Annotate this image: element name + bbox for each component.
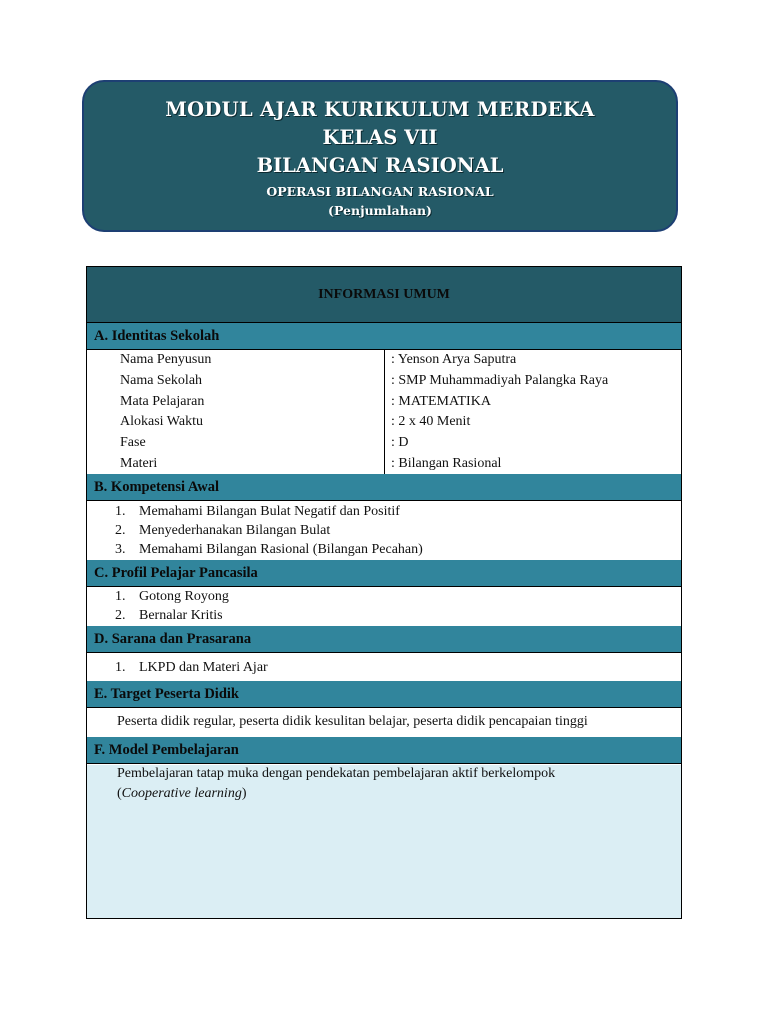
list-text: Gotong Royong <box>139 589 229 604</box>
banner-subtitle-line1: OPERASI BILANGAN RASIONAL <box>266 184 494 199</box>
identity-value: : D <box>391 435 409 450</box>
list-number: 1. <box>115 504 126 519</box>
list-text: Memahami Bilangan Bulat Negatif dan Positif <box>139 504 400 519</box>
banner-title-line3: BILANGAN RASIONAL <box>256 154 504 177</box>
list-item <box>115 502 400 521</box>
list-item <box>115 587 229 606</box>
title-banner <box>82 80 678 232</box>
list-text: LKPD dan Materi Ajar <box>139 660 268 675</box>
list-text: Bernalar Kritis <box>139 608 223 623</box>
model-text-line1: Pembelajaran tatap muka dengan pendekatan pembelajaran aktif berkelompok <box>117 766 556 781</box>
identity-label: Fase <box>120 435 146 450</box>
identity-column-divider <box>384 350 385 474</box>
list-number: 2. <box>115 608 126 623</box>
banner-title-line2: KELAS VII <box>322 126 438 149</box>
identity-value: : MATEMATIKA <box>391 394 491 409</box>
target-text: Peserta didik regular, peserta didik kesulitan belajar, peserta didik pencapaian tinggi <box>117 714 588 729</box>
section-a-header: A. Identitas Sekolah <box>87 323 681 350</box>
info-table <box>86 266 682 919</box>
identity-value: : 2 x 40 Menit <box>391 414 471 429</box>
paren-open: ( <box>117 786 122 801</box>
list-item <box>115 658 268 677</box>
section-b-header: B. Kompetensi Awal <box>87 474 681 501</box>
list-item <box>115 606 223 625</box>
list-text: Menyederhanakan Bilangan Bulat <box>139 523 331 538</box>
identity-label: Mata Pelajaran <box>120 394 205 409</box>
list-number: 1. <box>115 589 126 604</box>
identity-label: Alokasi Waktu <box>120 414 203 429</box>
identity-value: : Yenson Arya Saputra <box>391 352 517 367</box>
paren-close: ) <box>241 786 247 801</box>
banner-subtitle-line2: (Penjumlahan) <box>328 203 432 218</box>
identity-label: Materi <box>120 456 158 471</box>
list-item <box>115 540 423 559</box>
section-c-header: C. Profil Pelajar Pancasila <box>87 560 681 587</box>
list-item <box>115 521 330 540</box>
section-d-header: D. Sarana dan Prasarana <box>87 626 681 653</box>
section-e-header: E. Target Peserta Didik <box>87 681 681 708</box>
list-number: 1. <box>115 660 126 675</box>
identity-label: Nama Sekolah <box>120 373 203 388</box>
section-f-body <box>87 765 681 918</box>
section-f-header: F. Model Pembelajaran <box>87 737 681 764</box>
list-text: Memahami Bilangan Rasional (Bilangan Pecahan) <box>139 542 423 557</box>
list-number: 3. <box>115 542 126 557</box>
list-number: 2. <box>115 523 126 538</box>
identity-value: : Bilangan Rasional <box>391 456 502 471</box>
identity-label: Nama Penyusun <box>120 352 212 367</box>
banner-title-line1: MODUL AJAR KURIKULUM MERDEKA <box>165 98 595 121</box>
model-italic-term: Cooperative learning <box>121 786 242 801</box>
model-text-line2 <box>117 784 247 804</box>
info-header: INFORMASI UMUM <box>87 267 681 323</box>
identity-value: : SMP Muhammadiyah Palangka Raya <box>391 373 609 388</box>
